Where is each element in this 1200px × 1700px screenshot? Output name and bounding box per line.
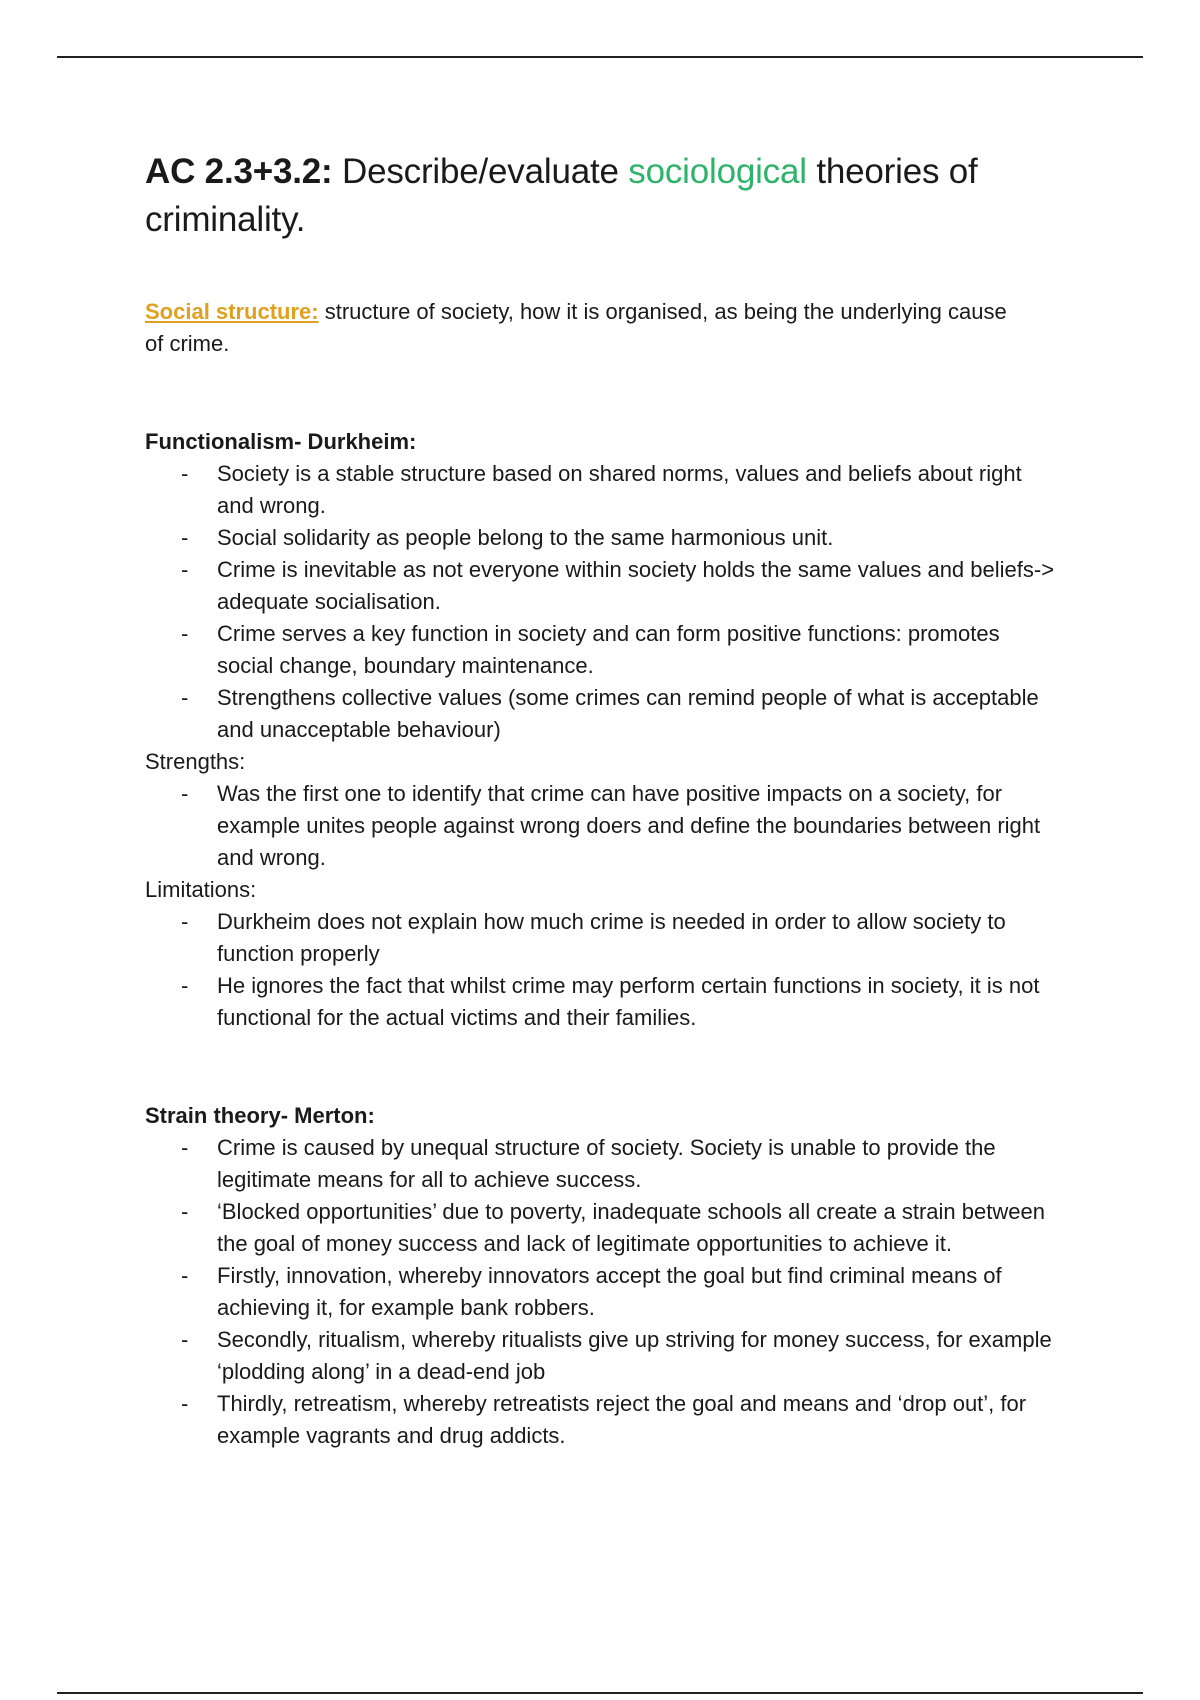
list-item-text: Secondly, ritualism, whereby ritualists give up striving for money success, for example ‘plodding along’ in a dead-end job bbox=[217, 1327, 1052, 1384]
limitations-list bbox=[145, 906, 1065, 1034]
list-item bbox=[145, 1260, 1057, 1324]
definition-term: Social structure: bbox=[145, 299, 319, 324]
definition-text: structure of society, how it is organised, as being the underlying cause of crime. bbox=[145, 299, 1007, 356]
list-item-text: Social solidarity as people belong to the same harmonious unit. bbox=[217, 525, 834, 550]
list-item-text: Thirdly, retreatism, whereby retreatists reject the goal and means and ‘drop out’, for example vagrants and drug addicts. bbox=[217, 1391, 1027, 1448]
list-item bbox=[145, 1196, 1057, 1260]
social-structure-definition bbox=[145, 296, 1015, 360]
strengths-label: Strengths: bbox=[145, 749, 246, 774]
list-item bbox=[145, 906, 1057, 970]
functionalism-section bbox=[145, 426, 1065, 1034]
functionalism-points bbox=[145, 458, 1065, 746]
title-accent-word: sociological bbox=[628, 152, 807, 191]
list-item bbox=[145, 458, 1057, 522]
list-item-text: He ignores the fact that whilst crime may perform certain functions in society, it is not functional for the actual victims and their families. bbox=[217, 973, 1040, 1030]
dash-marker: - bbox=[181, 1135, 189, 1160]
title-text-before: Describe/evaluate bbox=[332, 152, 629, 191]
dash-marker: - bbox=[181, 461, 189, 486]
title-text-after: theories of criminality. bbox=[145, 152, 978, 239]
strain-theory-section bbox=[145, 1100, 1065, 1452]
functionalism-heading: Functionalism- Durkheim: bbox=[145, 429, 417, 454]
list-item bbox=[145, 1388, 1057, 1452]
list-item bbox=[145, 682, 1057, 746]
dash-marker: - bbox=[181, 1263, 189, 1288]
title-code: AC 2.3+3.2: bbox=[145, 152, 333, 191]
list-item-text: Strengthens collective values (some crimes can remind people of what is acceptable and unacceptable behaviour) bbox=[217, 685, 1039, 742]
dash-marker: - bbox=[181, 525, 189, 550]
limitations-label: Limitations: bbox=[145, 877, 257, 902]
list-item-text: Was the first one to identify that crime can have positive impacts on a society, for example unites people against wrong doers and define the boundaries between right and wrong. bbox=[217, 781, 1041, 870]
list-item-text: ‘Blocked opportunities’ due to poverty, inadequate schools all create a strain between the goal of money success and lack of legitimate opportunities to achieve it. bbox=[217, 1199, 1045, 1256]
top-rule bbox=[57, 56, 1143, 58]
list-item bbox=[145, 778, 1057, 874]
list-item-text: Crime serves a key function in society and can form positive functions: promotes social change, boundary maintenance. bbox=[217, 621, 1000, 678]
list-item bbox=[145, 1132, 1057, 1196]
list-item bbox=[145, 1324, 1057, 1388]
list-item bbox=[145, 618, 1057, 682]
dash-marker: - bbox=[181, 973, 189, 998]
dash-marker: - bbox=[181, 685, 189, 710]
dash-marker: - bbox=[181, 1199, 189, 1224]
dash-marker: - bbox=[181, 1327, 189, 1352]
page-title bbox=[145, 148, 1065, 244]
strengths-list bbox=[145, 778, 1065, 874]
list-item bbox=[145, 522, 1057, 554]
list-item-text: Crime is caused by unequal structure of society. Society is unable to provide the legitimate means for all to achieve success. bbox=[217, 1135, 996, 1192]
document-body bbox=[145, 148, 1065, 1452]
list-item-text: Firstly, innovation, whereby innovators accept the goal but find criminal means of achieving it, for example bank robbers. bbox=[217, 1263, 1002, 1320]
dash-marker: - bbox=[181, 1391, 189, 1416]
strain-theory-points bbox=[145, 1132, 1065, 1452]
bottom-rule bbox=[57, 1692, 1143, 1694]
list-item bbox=[145, 970, 1057, 1034]
list-item-text: Durkheim does not explain how much crime is needed in order to allow society to function properly bbox=[217, 909, 1006, 966]
list-item-text: Society is a stable structure based on shared norms, values and beliefs about right and wrong. bbox=[217, 461, 1022, 518]
dash-marker: - bbox=[181, 621, 189, 646]
dash-marker: - bbox=[181, 557, 189, 582]
list-item-text: Crime is inevitable as not everyone within society holds the same values and beliefs-> adequate socialisation. bbox=[217, 557, 1055, 614]
strain-theory-heading: Strain theory- Merton: bbox=[145, 1103, 375, 1128]
list-item bbox=[145, 554, 1057, 618]
dash-marker: - bbox=[181, 781, 189, 806]
dash-marker: - bbox=[181, 909, 189, 934]
